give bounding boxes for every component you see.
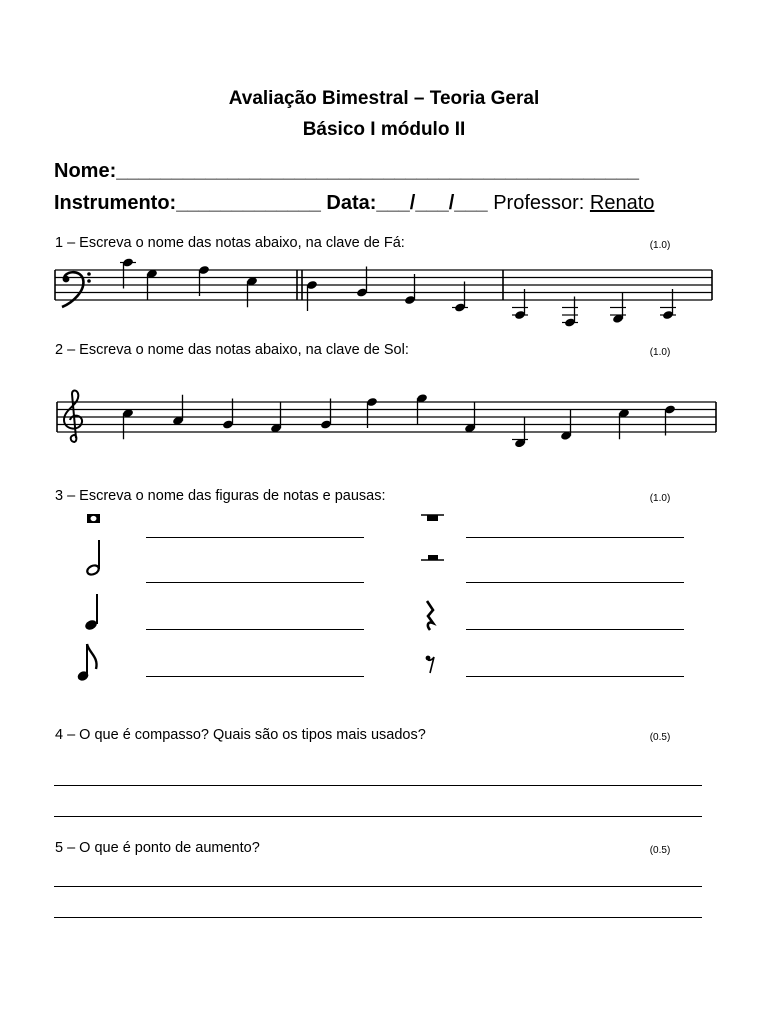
question-5-points: (0.5) [649, 845, 671, 856]
name-row [54, 160, 639, 183]
answer-line-half-rest[interactable] [466, 582, 684, 583]
question-4-points: (0.5) [649, 732, 671, 743]
professor-label: Professor: [493, 192, 585, 214]
bass-note-2 [146, 269, 158, 300]
whole-note-icon [86, 513, 102, 525]
treble-note-11 [618, 408, 630, 439]
treble-clef-staff [0, 380, 768, 460]
question-5-answer-line-2[interactable] [54, 917, 702, 918]
question-1-text: 1 – Escreva o nome das notas abaixo, na clave de Fá: [55, 235, 405, 251]
instrument-blank[interactable]: _____________ [176, 192, 321, 214]
half-rest-icon [420, 553, 446, 567]
eighth-rest-icon [424, 652, 438, 676]
bass-note-12 [660, 289, 676, 320]
exam-subtitle: Básico I módulo II [302, 119, 466, 140]
treble-note-9 [512, 417, 528, 448]
treble-note-4 [270, 402, 282, 433]
treble-note-3 [222, 399, 234, 430]
question-4-answer-line-2[interactable] [54, 816, 702, 817]
question-3-points: (1.0) [649, 493, 671, 504]
answer-line-eighth-rest[interactable] [466, 676, 684, 677]
answer-line-whole-rest[interactable] [466, 537, 684, 538]
bass-note-3 [198, 265, 210, 296]
date-blank[interactable]: ___/___/___ [376, 192, 488, 214]
bass-note-4 [246, 276, 258, 307]
answer-line-whole-note[interactable] [146, 537, 364, 538]
professor-name: Renato [589, 192, 655, 214]
half-note-icon [84, 538, 104, 578]
question-1-points: (1.0) [649, 240, 671, 251]
whole-rest-icon [420, 513, 446, 525]
bass-note-5 [306, 280, 318, 311]
treble-note-2 [172, 395, 184, 426]
eighth-note-icon [78, 643, 102, 683]
treble-note-7 [416, 393, 428, 424]
quarter-rest-icon [422, 600, 438, 632]
question-4-text: 4 – O que é compasso? Quais são os tipos mais usados? [55, 727, 426, 743]
question-5-text: 5 – O que é ponto de aumento? [55, 840, 260, 856]
question-5-answer-line-1[interactable] [54, 886, 702, 887]
answer-line-quarter-rest[interactable] [466, 629, 684, 630]
name-blank[interactable]: _______________________________________________ [116, 160, 640, 182]
bass-note-8 [452, 282, 468, 313]
instrument-label: Instrumento: [54, 192, 177, 214]
info-row [54, 192, 654, 215]
bass-note-6 [356, 267, 368, 298]
answer-line-eighth-note[interactable] [146, 676, 364, 677]
exam-title: Avaliação Bimestral – Teoria Geral [228, 88, 540, 109]
treble-note-6 [366, 397, 378, 428]
bass-note-1 [120, 257, 136, 288]
answer-line-half-note[interactable] [146, 582, 364, 583]
treble-note-8 [464, 402, 476, 433]
bass-note-11 [610, 293, 626, 324]
question-4-answer-line-1[interactable] [54, 785, 702, 786]
answer-line-quarter-note[interactable] [146, 629, 364, 630]
treble-note-12 [664, 404, 676, 435]
name-label: Nome: [54, 160, 117, 182]
quarter-note-icon [82, 593, 102, 633]
bass-clef-staff [0, 258, 768, 328]
question-2-points: (1.0) [649, 347, 671, 358]
treble-note-10 [560, 410, 572, 441]
treble-clef-icon [64, 391, 82, 442]
bass-note-9 [512, 289, 528, 320]
date-label: Data: [326, 192, 377, 214]
bass-note-10 [562, 297, 578, 328]
question-3-text: 3 – Escreva o nome das figuras de notas e pausas: [55, 488, 386, 504]
bass-note-7 [404, 274, 416, 305]
treble-note-5 [320, 399, 332, 430]
question-2-text: 2 – Escreva o nome das notas abaixo, na clave de Sol: [55, 342, 409, 358]
treble-note-1 [122, 408, 134, 439]
